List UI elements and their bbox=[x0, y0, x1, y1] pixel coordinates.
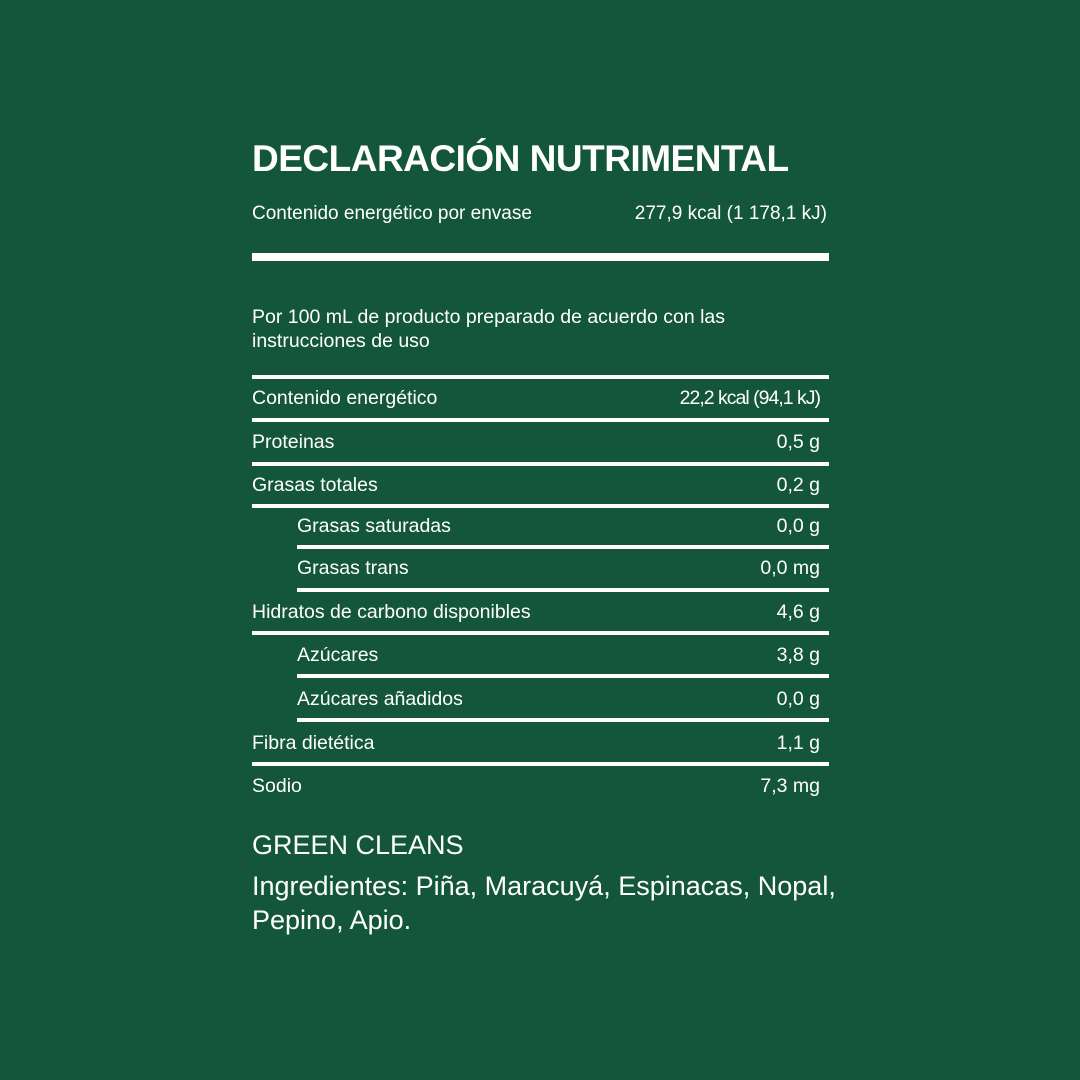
row-value: 0,0 g bbox=[776, 515, 820, 537]
table-sub-divider bbox=[297, 674, 829, 678]
row-label: Sodio bbox=[252, 775, 302, 797]
row-value: 1,1 g bbox=[776, 732, 820, 754]
row-label: Proteinas bbox=[252, 431, 335, 453]
energy-per-package-label: Contenido energético por envase bbox=[252, 203, 532, 224]
product-name: GREEN CLEANS bbox=[252, 830, 464, 860]
row-label: Hidratos de carbono disponibles bbox=[252, 601, 531, 623]
thick-divider bbox=[252, 253, 829, 261]
row-value: 0,5 g bbox=[776, 431, 820, 453]
serving-basis-text: Por 100 mL de producto preparado de acuerdo con las instrucciones de uso bbox=[252, 306, 726, 352]
row-label: Azúcares añadidos bbox=[297, 688, 463, 710]
row-value: 4,6 g bbox=[776, 601, 820, 623]
page-title: DECLARACIÓN NUTRIMENTAL bbox=[252, 138, 789, 179]
table-divider bbox=[252, 504, 829, 508]
row-value: 0,2 g bbox=[776, 474, 820, 496]
row-label: Contenido energético bbox=[252, 387, 438, 409]
table-sub-divider bbox=[297, 545, 829, 549]
table-divider bbox=[252, 762, 829, 766]
ingredients-text: Ingredientes: Piña, Maracuyá, Espinacas, Nopal, Pepino, Apio. bbox=[252, 871, 836, 935]
table-divider bbox=[252, 631, 829, 635]
row-value: 22,2 kcal (94,1 kJ) bbox=[679, 387, 820, 409]
row-label: Azúcares bbox=[297, 644, 379, 666]
row-label: Grasas saturadas bbox=[297, 515, 451, 537]
table-divider bbox=[252, 462, 829, 466]
row-label: Grasas trans bbox=[297, 557, 409, 579]
row-label: Fibra dietética bbox=[252, 732, 375, 754]
energy-per-package-value: 277,9 kcal (1 178,1 kJ) bbox=[634, 203, 827, 224]
table-sub-divider bbox=[297, 588, 829, 592]
row-value: 7,3 mg bbox=[760, 775, 820, 797]
table-sub-divider bbox=[297, 718, 829, 722]
row-label: Grasas totales bbox=[252, 474, 378, 496]
table-divider bbox=[252, 418, 829, 422]
table-top-divider bbox=[252, 375, 829, 379]
row-value: 3,8 g bbox=[776, 644, 820, 666]
row-value: 0,0 g bbox=[776, 688, 820, 710]
row-value: 0,0 mg bbox=[760, 557, 820, 579]
nutrition-panel bbox=[252, 0, 836, 1080]
